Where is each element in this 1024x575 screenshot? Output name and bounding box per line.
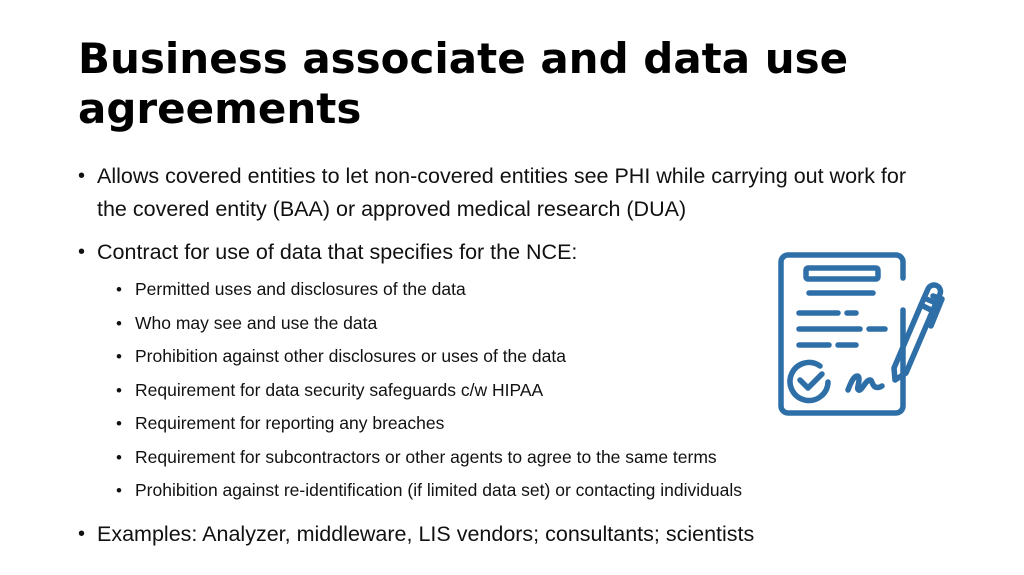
sub-bullet-item: • Requirement for data security safeguards c/w HIPAA — [116, 374, 918, 408]
bullet-item — [78, 518, 918, 551]
signed-contract-icon — [776, 250, 946, 418]
bullet-text: • Allows covered entities to let non-covered entities see PHI while carrying out work for the covered entity (BAA) or approved medical research (DUA) — [97, 164, 907, 221]
sub-bullet-item: • Prohibition against re-identification (if limited data set) or contacting individuals — [116, 474, 918, 508]
sub-bullet-item: • Requirement for reporting any breaches — [116, 407, 918, 441]
bullet-text: • Examples: Analyzer, middleware, LIS vendors; consultants; scientists — [97, 521, 755, 546]
sub-bullet-item: • Permitted uses and disclosures of the data — [116, 273, 918, 307]
bullet-text: • Contract for use of data that specifies for the NCE: — [97, 240, 578, 264]
sub-bullet-item: • Prohibition against other disclosures or uses of the data — [116, 340, 918, 374]
slide-title: Business associate and data use agreements — [78, 34, 849, 133]
sub-bullet-item: • Requirement for subcontractors or other agents to agree to the same terms — [116, 441, 918, 475]
bullet-item — [78, 160, 918, 226]
sub-bullet-item: • Who may see and use the data — [116, 307, 918, 341]
